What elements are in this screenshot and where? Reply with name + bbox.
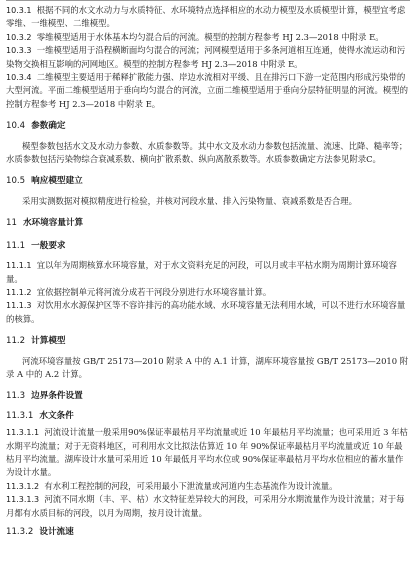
clause-number: 10.3.1 bbox=[6, 6, 32, 15]
paragraph-capacity-model: 河流环境容量按 GB/T 25173—2010 附录 A 中的 A.1 计算，湖库环境容量按 GB/T 25173—2010 附录 A 中的 A.2 计算。 bbox=[6, 355, 409, 379]
paragraph-validation: 采用实测数据对模拟精度进行检验，并核对河段水量、排入污染物量、衰减系数是否合理。 bbox=[22, 195, 357, 206]
clause-number: 10.3.3 bbox=[6, 46, 32, 56]
section-heading-11-1: 11.1 一般要求 bbox=[6, 240, 66, 251]
clause-text: 一维模型适用于沿程横断面均匀混合的河流；河网模型适用于多条河道相互连通，使得水流运动和污染物交换相互影响的河网地区。模型的控制方程参考 HJ 2.3—2018 中附录 E。 bbox=[6, 45, 406, 69]
section-heading-10-5: 10.5 响应模型建立 bbox=[6, 176, 83, 187]
clause-11-1-3: 11.1.3 对饮用水水源保护区等不容许排污的高功能水域、水环境容量无法利用水域，可以不进行水环境容量的核算。 bbox=[6, 300, 406, 324]
clause-11-3-1-3: 11.3.1.3 河流不同水期（丰、平、枯）水文特征差异较大的河段，可采用分水期流量作为设计流量；对于每月都有水质目标的河段，以月为周期，按月设计流量。 bbox=[6, 494, 405, 518]
clause-text: 二维模型主要适用于稀释扩散能力强、岸边水流相对平缓、且在排污口下游一定范围内形成污染带的大型河流。平面二维模型适用于垂向均匀混合的河流，立面二维模型适用于垂向分层特征明显的河流。模型的控制方程参考 HJ 2.3—2018 中附录 E。 bbox=[6, 72, 408, 109]
section-heading-10-4: 10.4 参数确定 bbox=[6, 121, 66, 132]
section-heading-11-3-1: 11.3.1 水文条件 bbox=[6, 410, 74, 421]
section-heading-11-2: 11.2 计算模型 bbox=[6, 336, 66, 347]
clause-11-1-2: 11.1.2 宜依据控制单元将河流分成若干河段分别进行水环境容量计算。 bbox=[6, 286, 272, 297]
clause-10-3-2 bbox=[6, 31, 410, 44]
clause-number: 10.3.2 bbox=[6, 32, 32, 42]
chapter-heading-11: 11 水环境容量计算 bbox=[6, 218, 84, 229]
clause-10-3-3 bbox=[6, 44, 410, 71]
section-heading-11-3-2: 11.3.2 设计流速 bbox=[6, 527, 74, 537]
paragraph-parameters: 模型参数包括水文及水动力参数、水质参数等。其中水文及水动力参数包括流量、流速、比降、糙率等；水质参数包括污染物综合衰减系数、横向扩散系数、纵向离散系数等。水质参数确定方法参见附录C。 bbox=[6, 140, 408, 165]
clause-number: 10.3.4 bbox=[6, 73, 32, 83]
section-heading-11-3: 11.3 边界条件设置 bbox=[6, 391, 83, 402]
clause-10-3-1 bbox=[6, 4, 410, 31]
clause-11-1-1: 11.1.1 宜以年为周期核算水环境容量，对于水文资料充足的河段，可以月或丰平枯水期为周期计算环境容量。 bbox=[6, 260, 397, 284]
clause-text: 零维模型适用于水体基本均匀混合后的河流。模型的控制方程参考 HJ 2.3—2018 中附录 E。 bbox=[36, 31, 384, 42]
clause-11-3-1-2: 11.3.1.2 有水利工程控制的河段，可采用最小下泄流量或河道内生态基流作为设计流量。 bbox=[6, 480, 338, 491]
clause-11-3-1-1: 11.3.1.1 河流设计流量一般采用90%保证率最枯月平均流量或近 10 年最枯月平均流量；也可采用近 3 年枯水期平均流量；对于无资料地区，可利用水文比拟法估算近 10 年 90%保证率最枯月平均流量或近 10 年最枯月平均流量。湖库设计水量可采用近 10 年最低月平均水位或 90%保证率最枯月平均水位相应的蓄水量作为设计水量。 bbox=[6, 427, 408, 478]
clause-text: 根据不同的水文水动力与水质特征、水环境特点选择相应的水动力模型及水质模型计算，模型宜考虑零维、一维模型、二维模型。 bbox=[6, 5, 406, 29]
clause-10-3-4 bbox=[6, 71, 410, 111]
